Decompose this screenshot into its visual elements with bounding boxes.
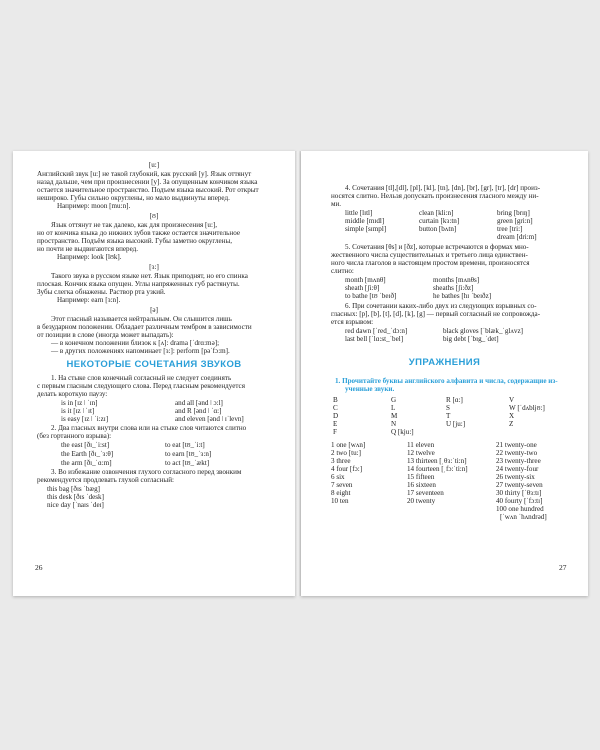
rule2-line: (без гортанного взрыва): (37, 432, 112, 440)
u-paragraph-line: Английский звук [u:] не такой глубокий, как русский [у]. Язык оттянут (37, 170, 252, 178)
alphabet-letter: L (391, 404, 396, 412)
example-col-a: little [lɪtl] (345, 209, 373, 217)
e-paragraph-line: плоская. Кончик языка опущен. Углы напряженных губ растянуты. (37, 280, 240, 288)
example-pair-right: and R [ənd ǀ ˈɑ:] (175, 407, 222, 415)
example-item: nice day [ˈnaɪs ˈdeɪ] (47, 501, 104, 509)
schwa-paragraph-line: Этот гласный называется нейтральным. Он слышится лишь (51, 315, 232, 323)
number-item: 10 ten (331, 497, 349, 505)
schwa-list-item: — в конечном положении близок к [ʌ]: drama [ˈdrɑ:mə]; (51, 339, 220, 347)
number-item: 8 eight (331, 489, 351, 497)
example-col-c: tree [tri:] (497, 225, 523, 233)
rule1-line: 1. На стыке слов конечный согласный не следует соединять (51, 374, 232, 382)
example-item: this desk [ðɪs ˈdesk] (47, 493, 104, 501)
schwa-paragraph-line: в безударном положении. Обладает различным тембром в зависимости (37, 323, 252, 331)
alphabet-letter: F (333, 428, 337, 436)
number-item: [ˈwʌn ˈhʌndrəd] (500, 513, 547, 521)
example-pair-right: and eleven [ənd ǀ ɪˈlevn] (175, 415, 244, 423)
example-pair-left: the east [ðɪ_ˈi:st] (61, 441, 110, 449)
number-item: 13 thirteen [ˌθɜ:ˈti:n] (407, 457, 467, 465)
example-col-a: simple [sɪmpl] (345, 225, 387, 233)
phoneme-marker-u-long: [u:] (148, 161, 160, 169)
number-item: 6 six (331, 473, 345, 481)
rule6-line: 6. При сочетании каких-либо двух из следующих взрывных со- (345, 302, 537, 310)
alphabet-letter: U [ju:] (446, 420, 466, 428)
rule5-line: жественного числа существительных и третьего лица единствен- (331, 251, 528, 259)
number-item: 23 twenty-three (496, 457, 541, 465)
alphabet-letter: Q [kju:] (391, 428, 414, 436)
example-col-c: dream [dri:m] (497, 233, 537, 241)
number-item: 15 fifteen (407, 473, 435, 481)
u-paragraph-line: неширoко. Губы сильно округлены, но мало выдвинуты вперед. (37, 194, 230, 202)
rule2-line: 2. Два гласных внутри слова или на стыке слов читаются слитно (51, 424, 247, 432)
page-number: 27 (559, 563, 567, 572)
number-item: 12 twelve (407, 449, 435, 457)
number-item: 24 twenty-four (496, 465, 539, 473)
example-item: this bag [ðɪs ˈbæg] (47, 485, 101, 493)
rule6-line: гласных: [p], [b], [t], [d], [k], [g] — первый согласный не сопровожда- (331, 310, 541, 318)
page-number: 26 (35, 563, 43, 572)
phoneme-marker-3: [ɜ:] (149, 263, 159, 271)
number-item: 26 twenty-six (496, 473, 535, 481)
number-item: 20 twenty (407, 497, 436, 505)
exercise-instruction: 1. Прочитайте буквы английского алфавита и числа, содержащие из- (335, 377, 558, 385)
example-col-a: last bell [ˈlɑ:st_ˈbel] (345, 335, 404, 343)
exercise-instruction: ученные звуки. (345, 385, 395, 393)
number-item: 27 twenty-seven (496, 481, 543, 489)
example-pair-left: the Earth [ðɪ_ˈɜ:θ] (61, 450, 114, 458)
example-pair-left: is it [ɪz ǀ ˈɪt] (61, 407, 95, 415)
rule5-line: слитно: (331, 267, 354, 275)
number-item: 16 sixteen (407, 481, 436, 489)
example-pair-right: to eat [tʊ_ˈi:t] (165, 441, 205, 449)
example-col-c: green [gri:n] (497, 217, 533, 225)
rule3-line: 3. Во избежание озвончения глухого согласного перед звонким (51, 468, 242, 476)
alphabet-letter: G (391, 396, 397, 404)
number-item: 30 thirty [ˈθɜ:tɪ] (496, 489, 542, 497)
rule1-line: с первым гласным следующего слова. Перед гласным рекомендуется (37, 382, 245, 390)
alphabet-letter: E (333, 420, 338, 428)
example-col-b: curtain [kɜ:tn] (419, 217, 460, 225)
rule5-line: 5. Сочетания [θs] и [ðz], которые встречаются в формах мно- (345, 243, 529, 251)
example-pair-right: and all [ənd ǀ ɔ:l] (175, 399, 223, 407)
number-item: 14 fourteen [ˌfɔ:ˈti:n] (407, 465, 468, 473)
number-item: 100 one hundred (496, 505, 544, 513)
e-example: Например: earn [ɜ:n]. (57, 296, 121, 304)
example-pair-left: is easy [ɪz ǀ ˈi:zɪ] (61, 415, 109, 423)
example-pair-right: to earn [tʊ_ˈɜ:n] (165, 450, 212, 458)
number-item: 40 fourty [ˈfɔ:tɪ] (496, 497, 543, 505)
phoneme-marker-schwa: [ə] (150, 306, 158, 314)
example-col-b: big debt [ˈbɪg_ˈdet] (443, 335, 499, 343)
schwa-paragraph-line: от позиции в слове (иногда может выпадать): (37, 331, 174, 339)
example-pair-right: to act [tʊ_ˈækt] (165, 459, 210, 467)
o-paragraph-line: но от кончика языка до нижних зубов также остается значительное (37, 229, 240, 237)
o-paragraph-line: но почти не выдвигаются вперед. (37, 245, 139, 253)
schwa-list-item: — в других положениях напоминает [ɜ:]: perform [pəˈfɔ:m]. (51, 347, 230, 355)
rule1-line: делать короткую паузу: (37, 390, 108, 398)
e-paragraph-line: Такого звука в русском языке нет. Язык приподнят, но его спинка (51, 272, 248, 280)
phoneme-marker-o: [ʊ] (149, 212, 159, 220)
alphabet-letter: C (333, 404, 338, 412)
rule4-line: носятся слитно. Нельзя допускать произнесения гласного между ни- (331, 192, 539, 200)
rule4-line: ми. (331, 200, 342, 208)
number-item: 11 eleven (407, 441, 435, 449)
number-item: 2 two [tu:] (331, 449, 361, 457)
example-col-b: black gloves [ˈblæk_ˈglʌvz] (443, 327, 523, 335)
example-pair-left: is in [ɪz ǀ ˈɪn] (61, 399, 98, 407)
rule4-line: 4. Сочетания [tl],[dl], [pl], [kl], [tn], [dn], [br], [gr], [tr], [dr] произ- (345, 184, 541, 192)
right-page (301, 151, 588, 596)
example-col-b: button [bʌtn] (419, 225, 457, 233)
number-item: 17 seventeen (407, 489, 444, 497)
example-col-a: sheath [ʃi:θ] (345, 284, 380, 292)
example-col-a: middle [mɪdl] (345, 217, 385, 225)
number-item: 4 four [fɔ:] (331, 465, 363, 473)
section-heading: УПРАЖНЕНИЯ (408, 357, 481, 368)
u-example: Например: moon [mu:n]. (57, 202, 131, 210)
example-col-b: he bathes [hɪ ˈbeɪðz] (433, 292, 492, 300)
alphabet-letter: V (509, 396, 515, 404)
alphabet-letter: Z (509, 420, 514, 428)
e-paragraph-line: Зубы слегка обнажены. Раствор рта узкий. (37, 288, 166, 296)
rule5-line: ного числа глаголов в настоящем простом времени, произносятся (331, 259, 530, 267)
example-col-c: bring [brɪŋ] (497, 209, 530, 217)
example-col-a: month [mʌnθ] (345, 276, 386, 284)
o-paragraph-line: пространство. Подъём языка высокий. Губы заметно округлены, (37, 237, 232, 245)
example-col-b: sheaths [ʃi:ðz] (433, 284, 474, 292)
left-page (13, 151, 295, 596)
number-item: 21 twenty-one (496, 441, 537, 449)
example-col-b: clean [kli:n] (419, 209, 454, 217)
example-pair-left: the arm [ðɪ_ˈɑ:m] (61, 459, 112, 467)
example-col-a: to bathe [tʊ ˈbeɪð] (345, 292, 397, 300)
alphabet-letter: B (333, 396, 338, 404)
example-col-a: red dawn [ˈred_ˈdɔ:n] (345, 327, 408, 335)
u-paragraph-line: назад дальше, чем при произнесении [у]. За опущенным кончиком языка (37, 178, 258, 186)
alphabet-letter: T (446, 412, 451, 420)
number-item: 22 twenty-two (496, 449, 538, 457)
alphabet-letter: R [ɑ:] (446, 396, 463, 404)
number-item: 1 one [wʌn] (331, 441, 366, 449)
alphabet-letter: D (333, 412, 339, 420)
rule3-line: рекомендуется продлевать глухой согласный: (37, 476, 174, 484)
alphabet-letter: W [ˈdʌbljʊ:] (509, 404, 545, 412)
section-heading: НЕКОТОРЫЕ СОЧЕТАНИЯ ЗВУКОВ (66, 359, 242, 370)
alphabet-letter: N (391, 420, 397, 428)
o-example: Например: look [lʊk]. (57, 253, 122, 261)
rule6-line: ется взрывом: (331, 318, 374, 326)
example-col-b: months [mʌnθs] (433, 276, 480, 284)
number-item: 3 three (331, 457, 351, 465)
alphabet-letter: S (446, 404, 450, 412)
u-paragraph-line: остается значительное пространство. Подъем языка высокий. Рот открыт (37, 186, 259, 194)
number-item: 7 seven (331, 481, 353, 489)
alphabet-letter: M (391, 412, 398, 420)
alphabet-letter: X (509, 412, 515, 420)
o-paragraph-line: Язык оттянут не так далеко, как для произнесения [u:], (51, 221, 218, 229)
